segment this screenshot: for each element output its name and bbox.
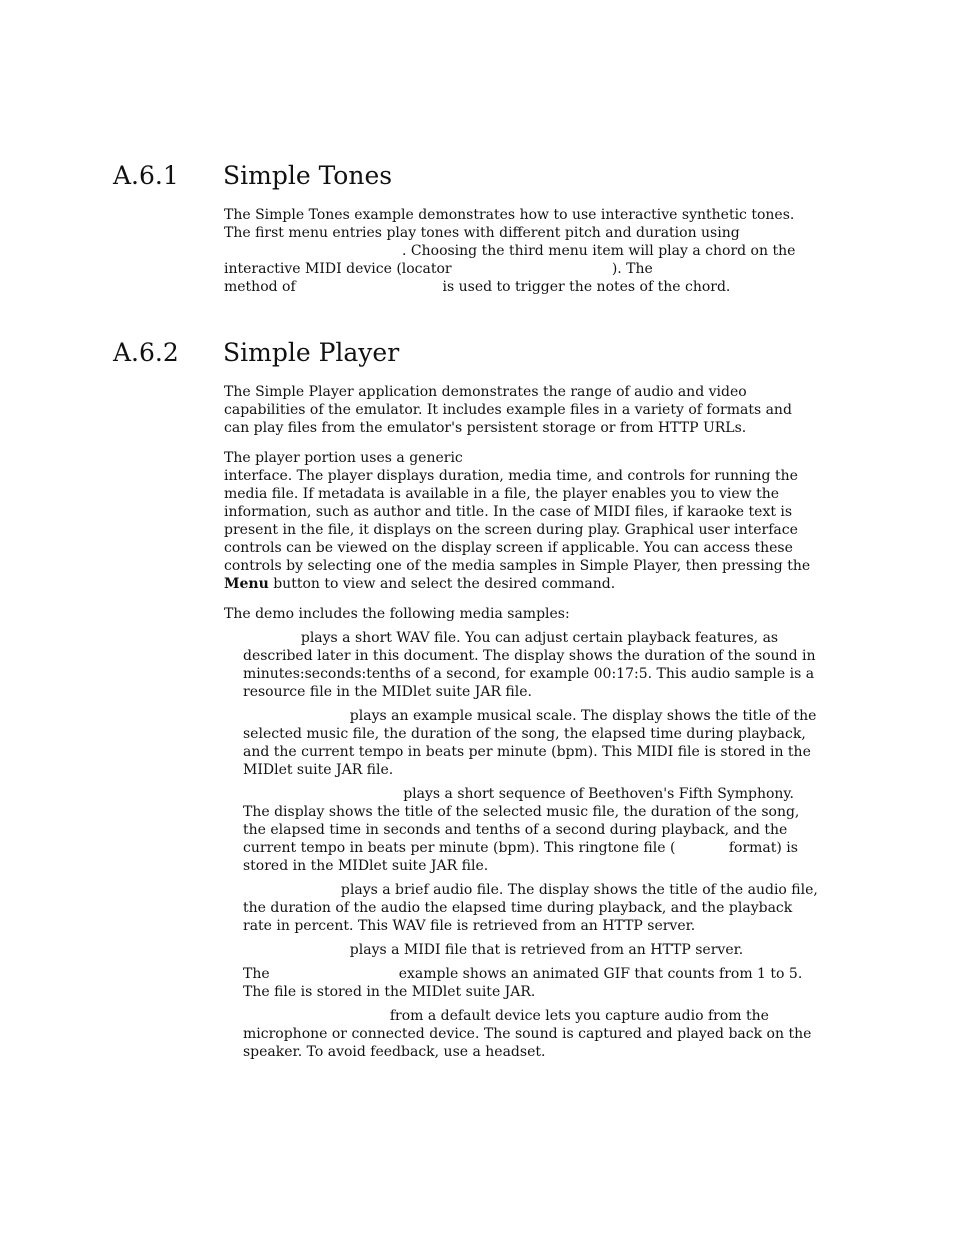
list-item-line: microphone or connected device. The sound is captured and played back on the	[243, 1026, 812, 1042]
list-item-line: The example shows an animated GIF that counts from 1 to 5.	[243, 966, 803, 982]
list-item-line: current tempo in beats per minute (bpm). This ringtone file ( format) is	[243, 840, 798, 856]
section-number: A.6.1	[113, 161, 179, 190]
list-item-line: the elapsed time in seconds and tenths of a second during playback, and the	[243, 822, 788, 838]
list-item-line: speaker. To avoid feedback, use a headset.	[243, 1044, 546, 1060]
paragraph-line: can play files from the emulator's persistent storage or from HTTP URLs.	[224, 420, 747, 436]
list-item-line: plays a MIDI file that is retrieved from an HTTP server.	[243, 942, 744, 958]
list-item-line: described later in this document. The display shows the duration of the sound in	[243, 648, 816, 664]
list-item-line: plays a short WAV file. You can adjust certain playback features, as	[243, 630, 779, 646]
list-item-line: the duration of the audio the elapsed time during playback, and the playback	[243, 900, 793, 916]
list-item-line: The file is stored in the MIDlet suite JAR.	[243, 984, 536, 1000]
samples-intro-line: The demo includes the following media samples:	[224, 606, 570, 622]
list-item-line: and the current tempo in beats per minute (bpm). This MIDI file is stored in the	[243, 744, 811, 760]
list-item-line: minutes:seconds:tenths of a second, for example 00:17:5. This audio sample is a	[243, 666, 815, 682]
section-number: A.6.2	[113, 338, 179, 367]
paragraph-line: present in the file, it displays on the screen during play. Graphical user interface	[224, 522, 798, 538]
paragraph-line: The first menu entries play tones with different pitch and duration using	[224, 225, 740, 241]
paragraph-line	[224, 575, 615, 593]
list-item-line: plays a brief audio file. The display shows the title of the audio file,	[243, 882, 818, 898]
paragraph-line: capabilities of the emulator. It includes example files in a variety of formats and	[224, 402, 792, 418]
paragraph-line: . Choosing the third menu item will play a chord on the	[224, 243, 796, 259]
section-title: Simple Player	[223, 338, 400, 367]
paragraph-line: controls by selecting one of the media samples in Simple Player, then pressing the	[224, 558, 811, 574]
paragraph-line: media file. If metadata is available in a file, the player enables you to view the	[224, 486, 780, 502]
list-item-line: from a default device lets you capture audio from the	[243, 1008, 769, 1024]
list-item-line: plays a short sequence of Beethoven's Fifth Symphony.	[243, 786, 794, 802]
list-item-line: rate in percent. This WAV file is retrieved from an HTTP server.	[243, 918, 696, 934]
list-item-line: stored in the MIDlet suite JAR file.	[243, 858, 489, 874]
list-item-line: The display shows the title of the selected music file, the duration of the song,	[243, 804, 800, 820]
list-item-line: MIDlet suite JAR file.	[243, 762, 394, 778]
paragraph-line: The Simple Player application demonstrates the range of audio and video	[224, 384, 747, 400]
paragraph-line: method of is used to trigger the notes of the chord.	[224, 279, 731, 295]
section-title: Simple Tones	[223, 161, 393, 190]
paragraph-line: The Simple Tones example demonstrates how to use interactive synthetic tones.	[224, 207, 795, 223]
paragraph-line: interface. The player displays duration, media time, and controls for running the	[224, 468, 798, 484]
paragraph-line-rest: button to view and select the desired command.	[268, 576, 616, 592]
paragraph-line: controls can be viewed on the display screen if applicable. You can access these	[224, 540, 793, 556]
list-item-line: plays an example musical scale. The display shows the title of the	[243, 708, 817, 724]
paragraph-line: interactive MIDI device (locator ). The	[224, 261, 653, 277]
paragraph-line: information, such as author and title. In the case of MIDI files, if karaoke text is	[224, 504, 793, 520]
list-item-line: selected music file, the duration of the song, the elapsed time during playback,	[243, 726, 806, 742]
paragraph-line: The player portion uses a generic	[224, 450, 463, 466]
list-item-line: resource file in the MIDlet suite JAR file.	[243, 684, 532, 700]
menu-button-term: Menu	[224, 576, 269, 592]
